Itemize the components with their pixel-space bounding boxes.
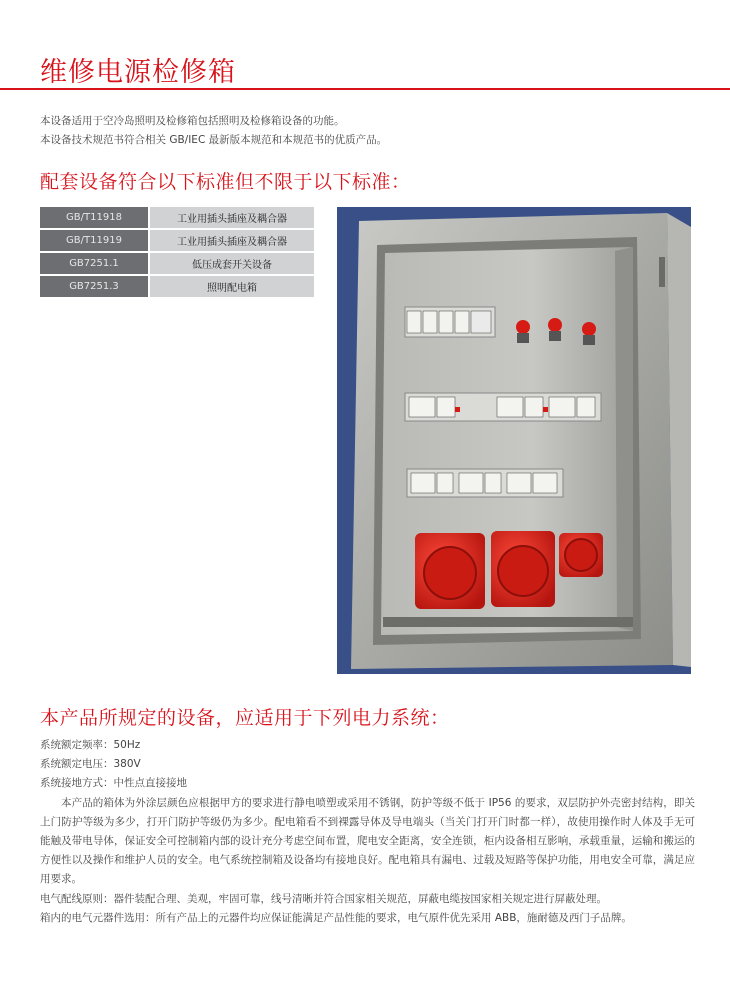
standard-code: GB7251.3 xyxy=(40,275,149,298)
standard-name: 工业用插头插座及耦合器 xyxy=(149,229,314,252)
table-row xyxy=(40,252,314,275)
intro-line: 本设备适用于空冷岛照明及检修箱包括照明及检修箱设备的功能。 xyxy=(40,115,345,127)
product-photo xyxy=(337,207,691,674)
title-divider xyxy=(0,88,730,90)
page-title: 维修电源检修箱 xyxy=(40,57,236,88)
description-paragraph: 本产品的箱体为外涂层颜色应根据甲方的要求进行静电喷塑或采用不锈钢，防护等级不低于 IP56 的要求，双层防护外壳密封结构，即关上门防护等级为多少，打开门防护等级仍为多少。配电箱看不到裸露导体及导电端头（当关门打开门时都一样），故使用操作时人体及手无可能触及带电导体，保证安全可控制箱内部的设计充分考虑空间布置，爬电安全距离，安全连锁，柜内设备相互影响，承载重量，运输和搬运的方便性以及操作和维护人员的安全。电气系统控制箱及设备均有接地良好。配电箱具有漏电、过载及短路等保护功能，用电安全可靠，满足应用要求。 xyxy=(40,796,695,886)
body-text xyxy=(40,736,695,928)
standard-code: GB/T11919 xyxy=(40,229,149,252)
standard-name: 工业用插头插座及耦合器 xyxy=(149,207,314,229)
standards-table xyxy=(40,207,314,299)
table-row xyxy=(40,275,314,298)
standard-name: 低压成套开关设备 xyxy=(149,252,314,275)
table-row xyxy=(40,229,314,252)
table-row xyxy=(40,207,314,229)
standard-code: GB7251.1 xyxy=(40,252,149,275)
standard-code: GB/T11918 xyxy=(40,207,149,229)
components-paragraph: 箱内的电气元器件选用：所有产品上的元器件均应保证能满足产品性能的要求，电气原件优先采用 ABB，施耐德及西门子品牌。 xyxy=(40,911,632,924)
wiring-paragraph: 电气配线原则：器件装配合理、美观，牢固可靠，线号清晰并符合国家相关规范，屏蔽电缆按国家相关规定进行屏蔽处理。 xyxy=(40,892,607,905)
power-heading: 本产品所规定的设备，应适用于下列电力系统： xyxy=(40,707,450,729)
spec-line: 系统额定频率：50Hz xyxy=(40,739,141,751)
cabinet-illustration xyxy=(337,207,691,674)
intro-text xyxy=(40,112,387,150)
spec-line: 系统接地方式：中性点直接接地 xyxy=(40,777,187,790)
standard-name: 照明配电箱 xyxy=(149,275,314,298)
standards-heading: 配套设备符合以下标准但不限于以下标准： xyxy=(40,171,411,193)
intro-line: 本设备技术规范书符合相关 GB/IEC 最新版本规范和本规范书的优质产品。 xyxy=(40,134,388,146)
spec-line: 系统额定电压：380V xyxy=(40,758,141,771)
